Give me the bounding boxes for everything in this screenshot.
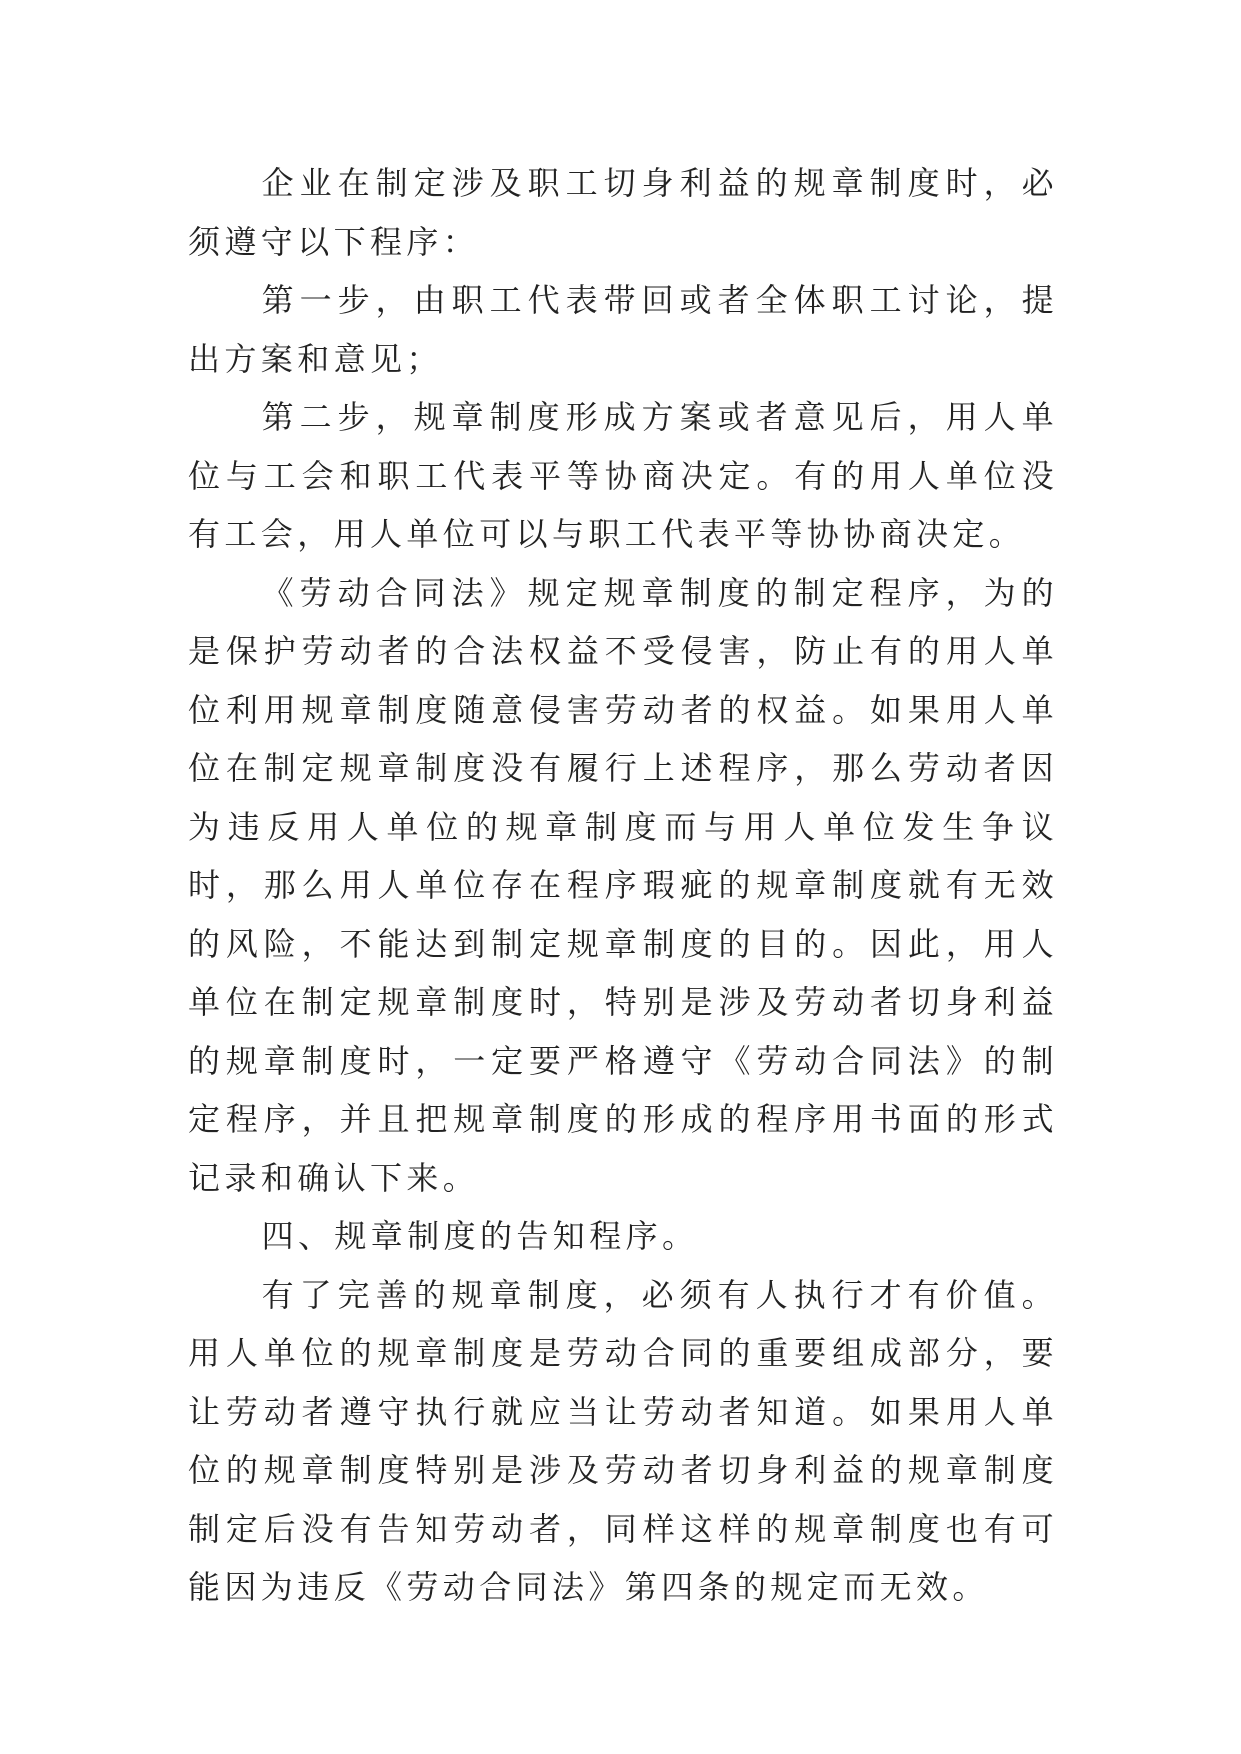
section-heading-notification: 四、规章制度的告知程序。 [261, 1217, 699, 1255]
paragraph-step-two: 第二步，规章制度形成方案或者意见后，用人单位与工会和职工代表平等协商决定。有的用人单位没有工会，用人单位可以与职工代表平等协协商决定。 [188, 398, 1058, 553]
paragraph-procedure-intro: 企业在制定涉及职工切身利益的规章制度时，必须遵守以下程序： [188, 164, 1058, 261]
document-body [188, 154, 1058, 1617]
paragraph-step-one: 第一步，由职工代表带回或者全体职工讨论，提出方案和意见； [188, 281, 1058, 378]
paragraph-labor-contract-law: 《劳动合同法》规定规章制度的制定程序，为的是保护劳动者的合法权益不受侵害，防止有的用人单位利用规章制度随意侵害劳动者的权益。如果用人单位在制定规章制度没有履行上述程序，那么劳动者因为违反用人单位的规章制度而与用人单位发生争议时，那么用人单位存在程序瑕疵的规章制度就有无效的风险，不能达到制定规章制度的目的。因此，用人单位在制定规章制度时，特别是涉及劳动者切身利益的规章制度时，一定要严格遵守《劳动合同法》的制定程序，并且把规章制度的形成的程序用书面的形式记录和确认下来。 [188, 573, 1058, 1197]
paragraph-notification: 有了完善的规章制度，必须有人执行才有价值。用人单位的规章制度是劳动合同的重要组成部分，要让劳动者遵守执行就应当让劳动者知道。如果用人单位的规章制度特别是涉及劳动者切身利益的规章制度制定后没有告知劳动者，同样这样的规章制度也有可能因为违反《劳动合同法》第四条的规定而无效。 [188, 1275, 1058, 1606]
